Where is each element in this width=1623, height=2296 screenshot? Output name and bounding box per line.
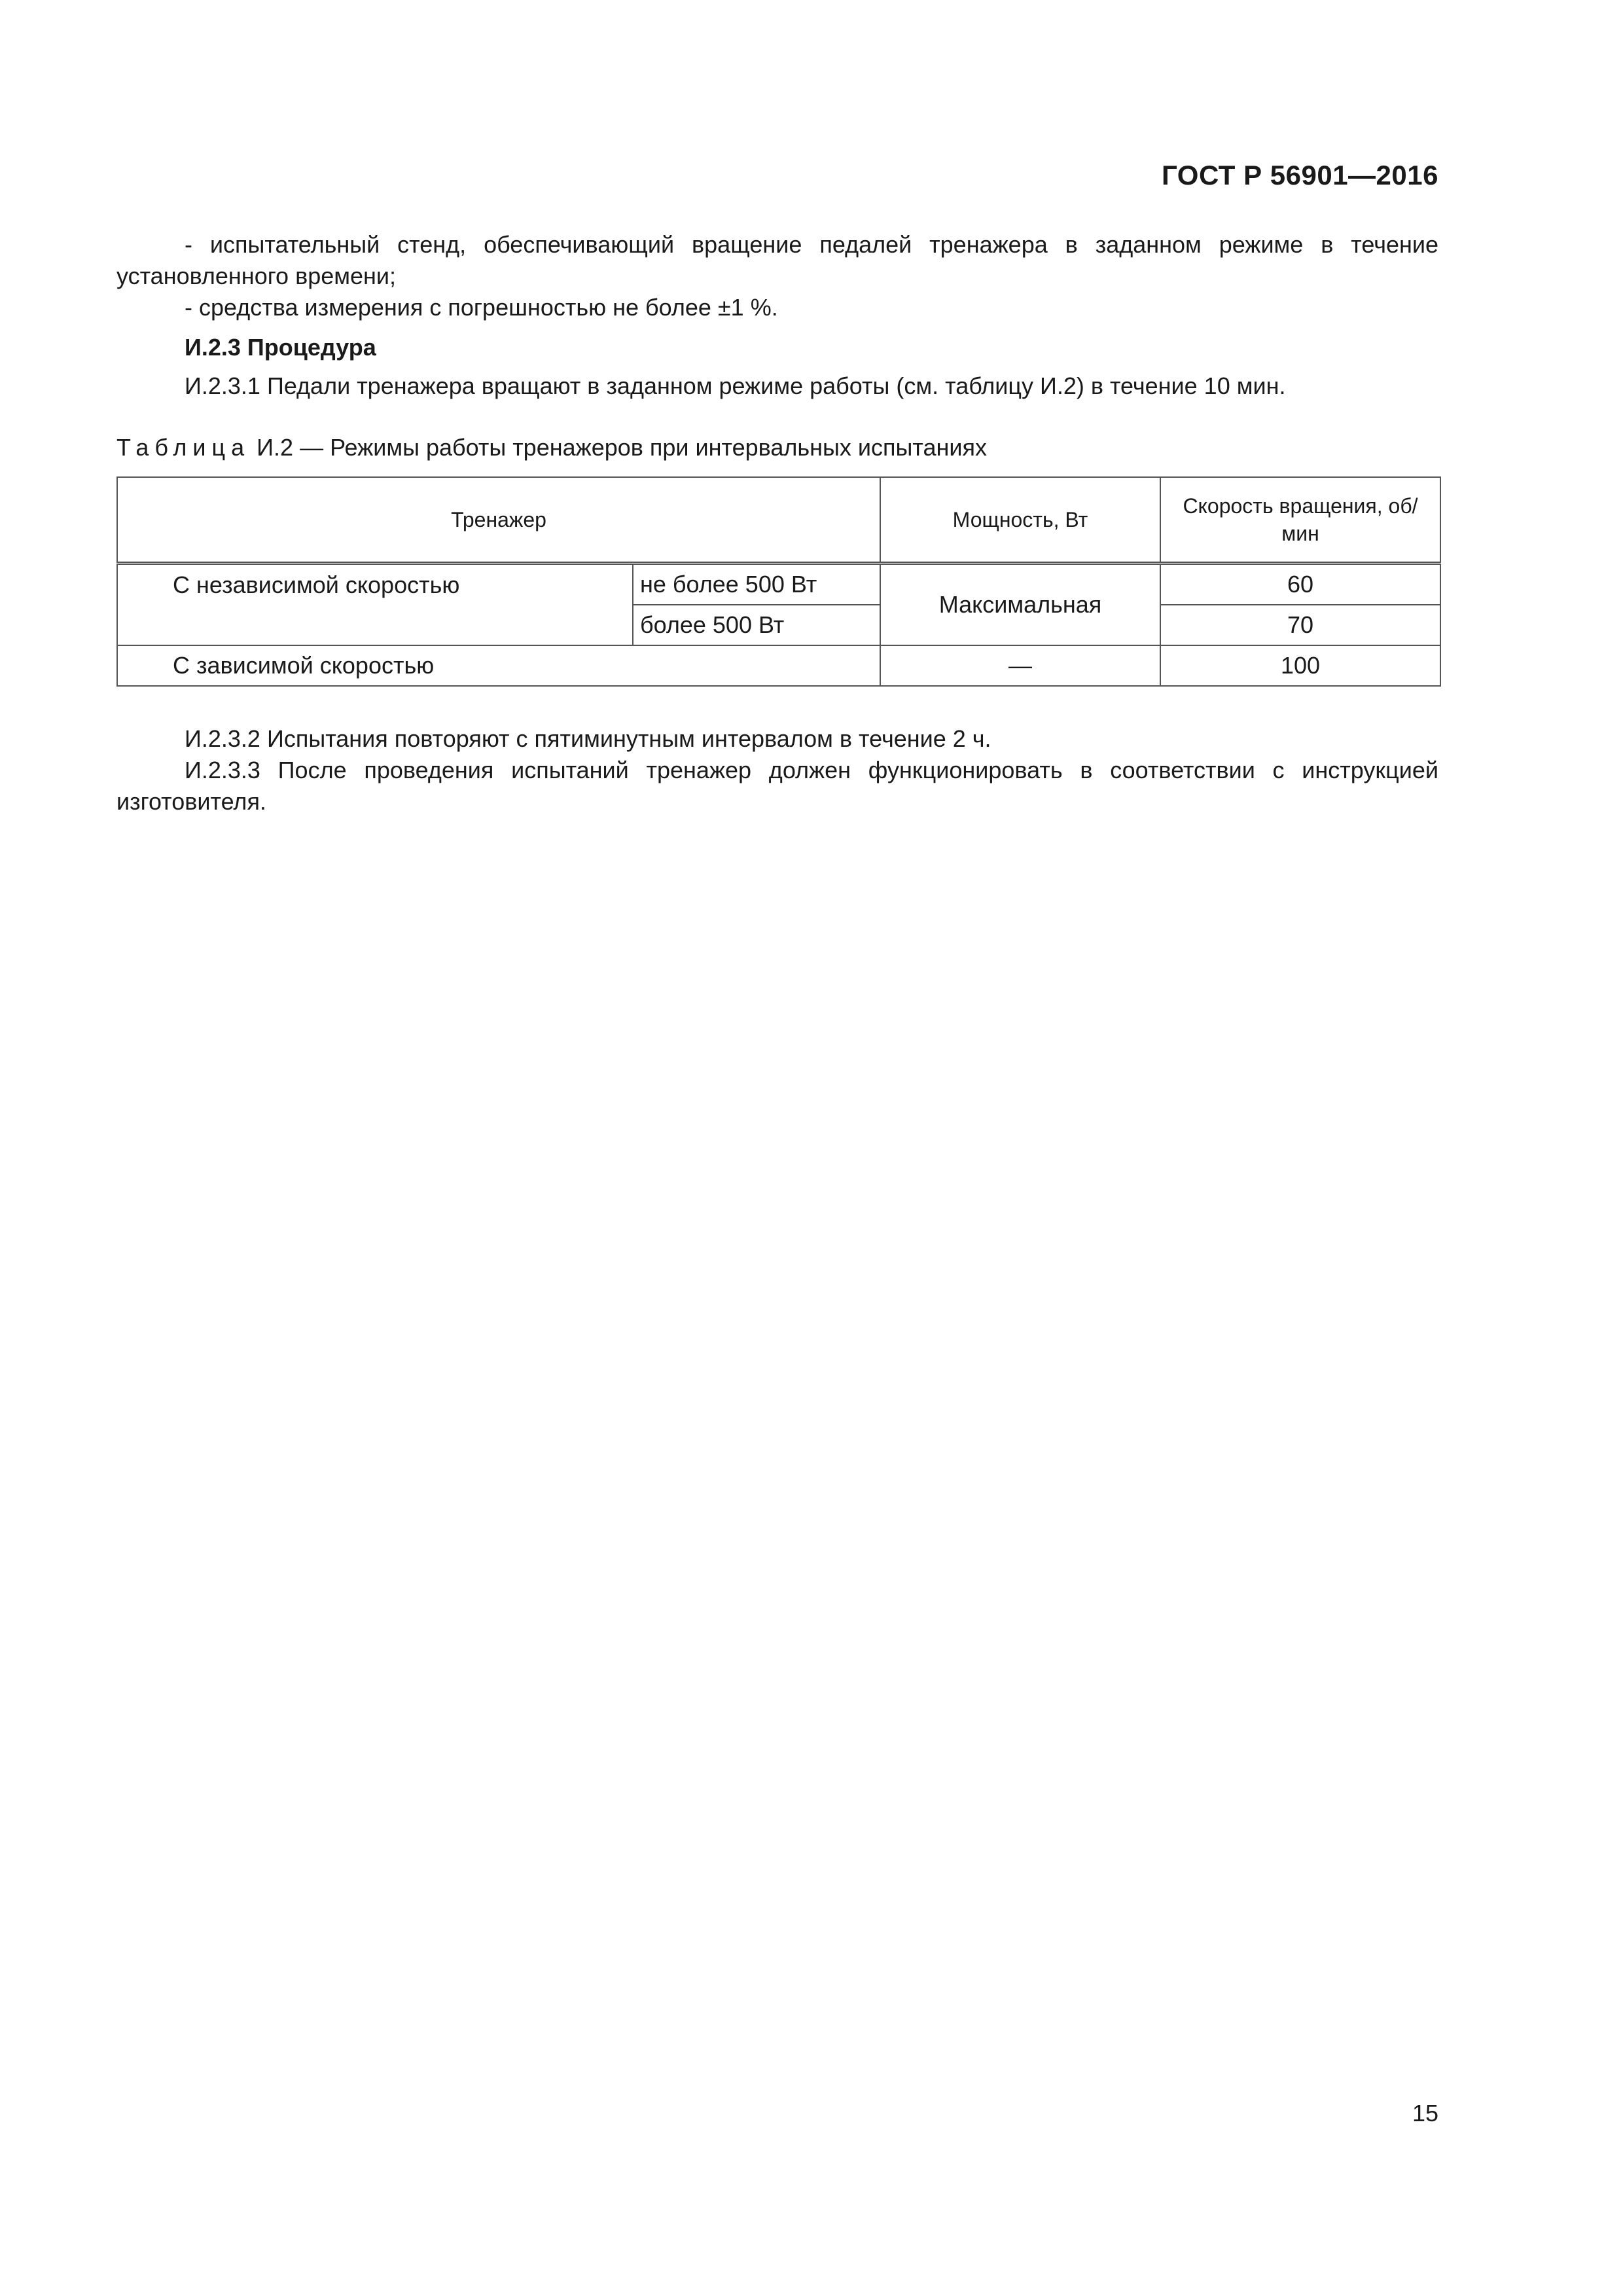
paragraph: И.2.3.3 После проведения испытаний тренажер должен функционировать в соответствии с инструкцией изготовителя. [116, 757, 1438, 815]
document-code: ГОСТ Р 56901—2016 [1162, 160, 1438, 190]
cell-speed-low: 60 [1160, 564, 1440, 605]
cell-dependent: С зависимой скоростью [117, 645, 880, 686]
list-item: - испытательный стенд, обеспечивающий вращение педалей тренажера в заданном режиме в течение установленного времени; [116, 231, 1438, 289]
cell-independent: С независимой скоростью [117, 564, 633, 646]
table-row [117, 645, 1440, 686]
table-caption [116, 432, 987, 463]
cell-speed-high: 70 [1160, 605, 1440, 645]
section-heading: И.2.3 Процедура [185, 334, 376, 361]
table-caption-label: Таблица [116, 434, 251, 461]
table-row [117, 564, 1440, 605]
paragraph: И.2.3.2 Испытания повторяют с пятиминутным интервалом в течение 2 ч. [185, 725, 991, 752]
paragraph: И.2.3.1 Педали тренажера вращают в заданном режиме работы (см. таблицу И.2) в течение 10 мин. [185, 372, 1286, 399]
cell-power-max: Максимальная [880, 564, 1160, 646]
table-header-row [117, 477, 1440, 564]
cell-dependent-power: — [880, 645, 1160, 686]
modes-table [116, 476, 1441, 687]
cell-sub-high: более 500 Вт [633, 605, 880, 645]
cell-dependent-speed: 100 [1160, 645, 1440, 686]
header-trainer: Тренажер [117, 477, 880, 564]
cell-sub-low: не более 500 Вт [633, 564, 880, 605]
page-number: 15 [1412, 2100, 1438, 2126]
list-item: - средства измерения с погрешностью не более ±1 %. [185, 294, 778, 321]
header-power: Мощность, Вт [880, 477, 1160, 564]
header-speed: Скорость вращения, об/мин [1160, 477, 1440, 564]
table-caption-text: И.2 — Режимы работы тренажеров при интервальных испытаниях [257, 434, 987, 461]
